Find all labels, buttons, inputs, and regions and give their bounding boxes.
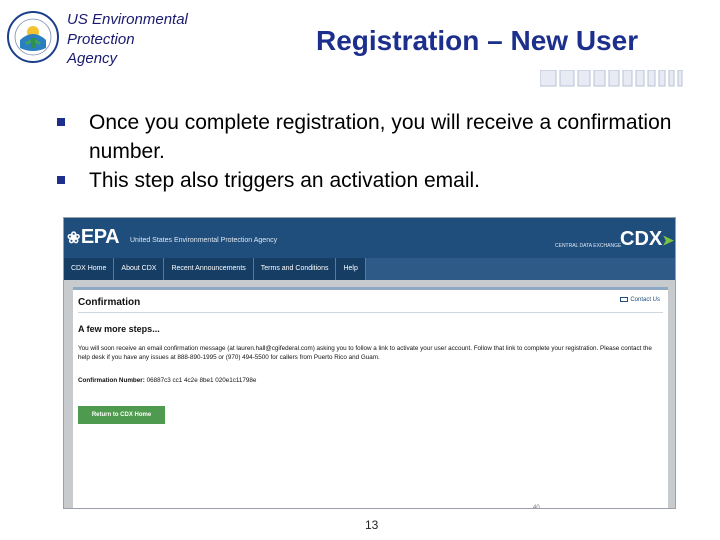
bullet-list [57,108,697,195]
slide-title: Registration – New User [316,25,639,56]
cdx-arrow-icon: ➤ [662,232,674,248]
agency-name [67,10,188,69]
confirmation-message: You will soon receive an email confirmation message (at lauren.hall@cgifederal.com) asking you to follow a link to activate your user account. Follow that link to complete your registration. Please contact the help desk if you have any issues at 888-890-1995 or (970) 494-5500 for callers from Puerto Rico and Guam. [78,345,652,361]
contact-us-link[interactable] [620,297,660,303]
agency-full-name: United States Environmental Protection Agency [130,237,278,244]
bullet-item [57,166,697,195]
agency-line: Protection [67,30,135,48]
divider [78,312,663,313]
epa-seal-icon [6,10,60,64]
epa-swirl-icon: ❀ [67,230,80,247]
page-number: 13 [365,518,379,532]
nav-filler [366,258,675,280]
nav-help[interactable]: Help [336,258,365,280]
confirmation-label: Confirmation Number: [78,377,145,384]
return-to-cdx-home-button[interactable]: Return to CDX Home [78,406,165,424]
cdx-nav [64,258,675,280]
cdx-tagline: CENTRAL DATA EXCHANGE [555,243,622,249]
nav-recent-announcements[interactable]: Recent Announcements [164,258,253,280]
bullet-text: Once you complete registration, you will receive a confirmation number. [89,111,672,163]
nav-about-cdx[interactable]: About CDX [114,258,164,280]
confirmation-value: 06887c3 cc1 4c2e 8be1 020e1c11798e [146,377,257,384]
bullet-item [57,108,697,166]
agency-line: US Environmental [67,11,188,28]
panel-title: Confirmation [78,297,141,308]
cdx-screenshot [63,217,676,509]
cdx-logo[interactable] [620,228,674,251]
confirmation-panel [73,287,668,509]
cdx-header [64,218,675,258]
epa-brand-text: EPA [80,226,120,248]
nav-terms-and-conditions[interactable]: Terms and Conditions [254,258,337,280]
agency-line: Agency [67,50,118,67]
steps-heading: A few more steps... [78,324,160,334]
confirmation-number [78,377,256,384]
bullet-square-icon [57,176,65,184]
envelope-icon [620,297,628,302]
contact-us-label: Contact Us [630,297,660,304]
bullet-text: This step also triggers an activation email. [89,169,481,192]
nav-cdx-home[interactable]: CDX Home [64,258,114,280]
inner-page-number: 40 [533,505,540,509]
bullet-square-icon [57,118,65,126]
decorative-bars [540,70,690,88]
epa-logo[interactable] [67,226,119,249]
cdx-logo-text: CDX [620,228,663,250]
